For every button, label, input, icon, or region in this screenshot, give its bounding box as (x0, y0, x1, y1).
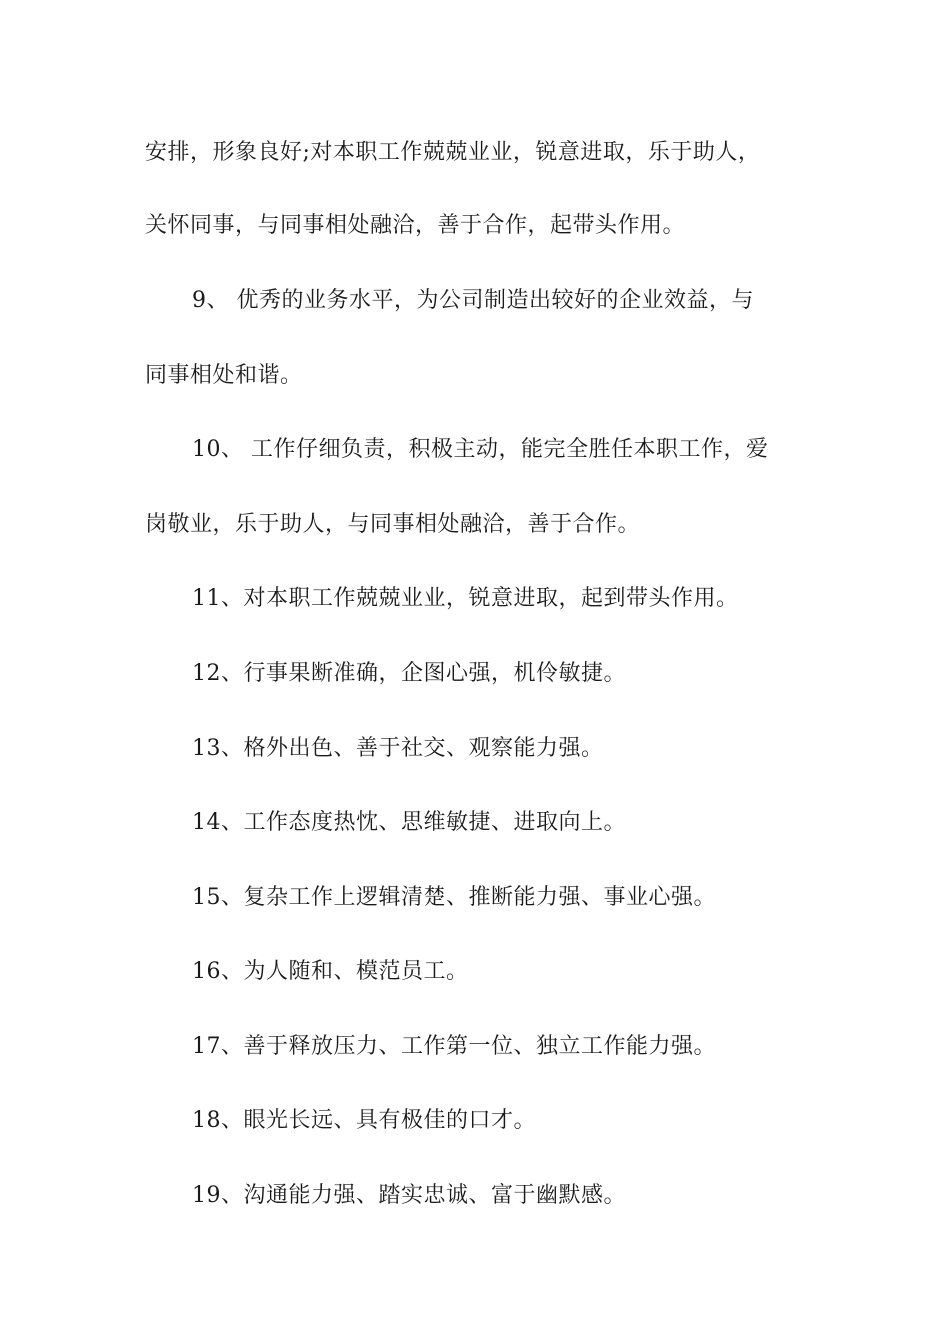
list-item-10: 10、 工作仔细负责，积极主动，能完全胜任本职工作，爱 (192, 437, 769, 462)
list-item-11: 11、对本职工作兢兢业业，锐意进取，起到带头作用。 (192, 586, 739, 611)
list-item-14: 14、工作态度热忱、思维敏捷、进取向上。 (192, 810, 626, 835)
list-item-12: 12、行事果断准确，企图心强，机伶敏捷。 (192, 661, 626, 686)
list-item-9: 9、 优秀的业务水平，为公司制造出较好的企业效益，与 (192, 288, 754, 313)
list-item-15: 15、复杂工作上逻辑清楚、推断能力强、事业心强。 (192, 885, 716, 910)
paragraph-line: 安排，形象良好;对本职工作兢兢业业，锐意进取，乐于助人， (145, 140, 761, 165)
paragraph-line: 关怀同事，与同事相处融洽，善于合作，起带头作用。 (145, 213, 686, 238)
list-item-18: 18、眼光长远、具有极佳的口才。 (192, 1108, 536, 1133)
list-item-19: 19、沟通能力强、踏实忠诚、富于幽默感。 (192, 1183, 626, 1208)
paragraph-line: 岗敬业，乐于助人，与同事相处融洽，善于合作。 (145, 512, 641, 537)
list-item-16: 16、为人随和、模范员工。 (192, 959, 469, 984)
list-item-13: 13、格外出色、善于社交、观察能力强。 (192, 736, 604, 761)
list-item-17: 17、善于释放压力、工作第一位、独立工作能力强。 (192, 1034, 716, 1059)
paragraph-line: 同事相处和谐。 (145, 363, 303, 388)
